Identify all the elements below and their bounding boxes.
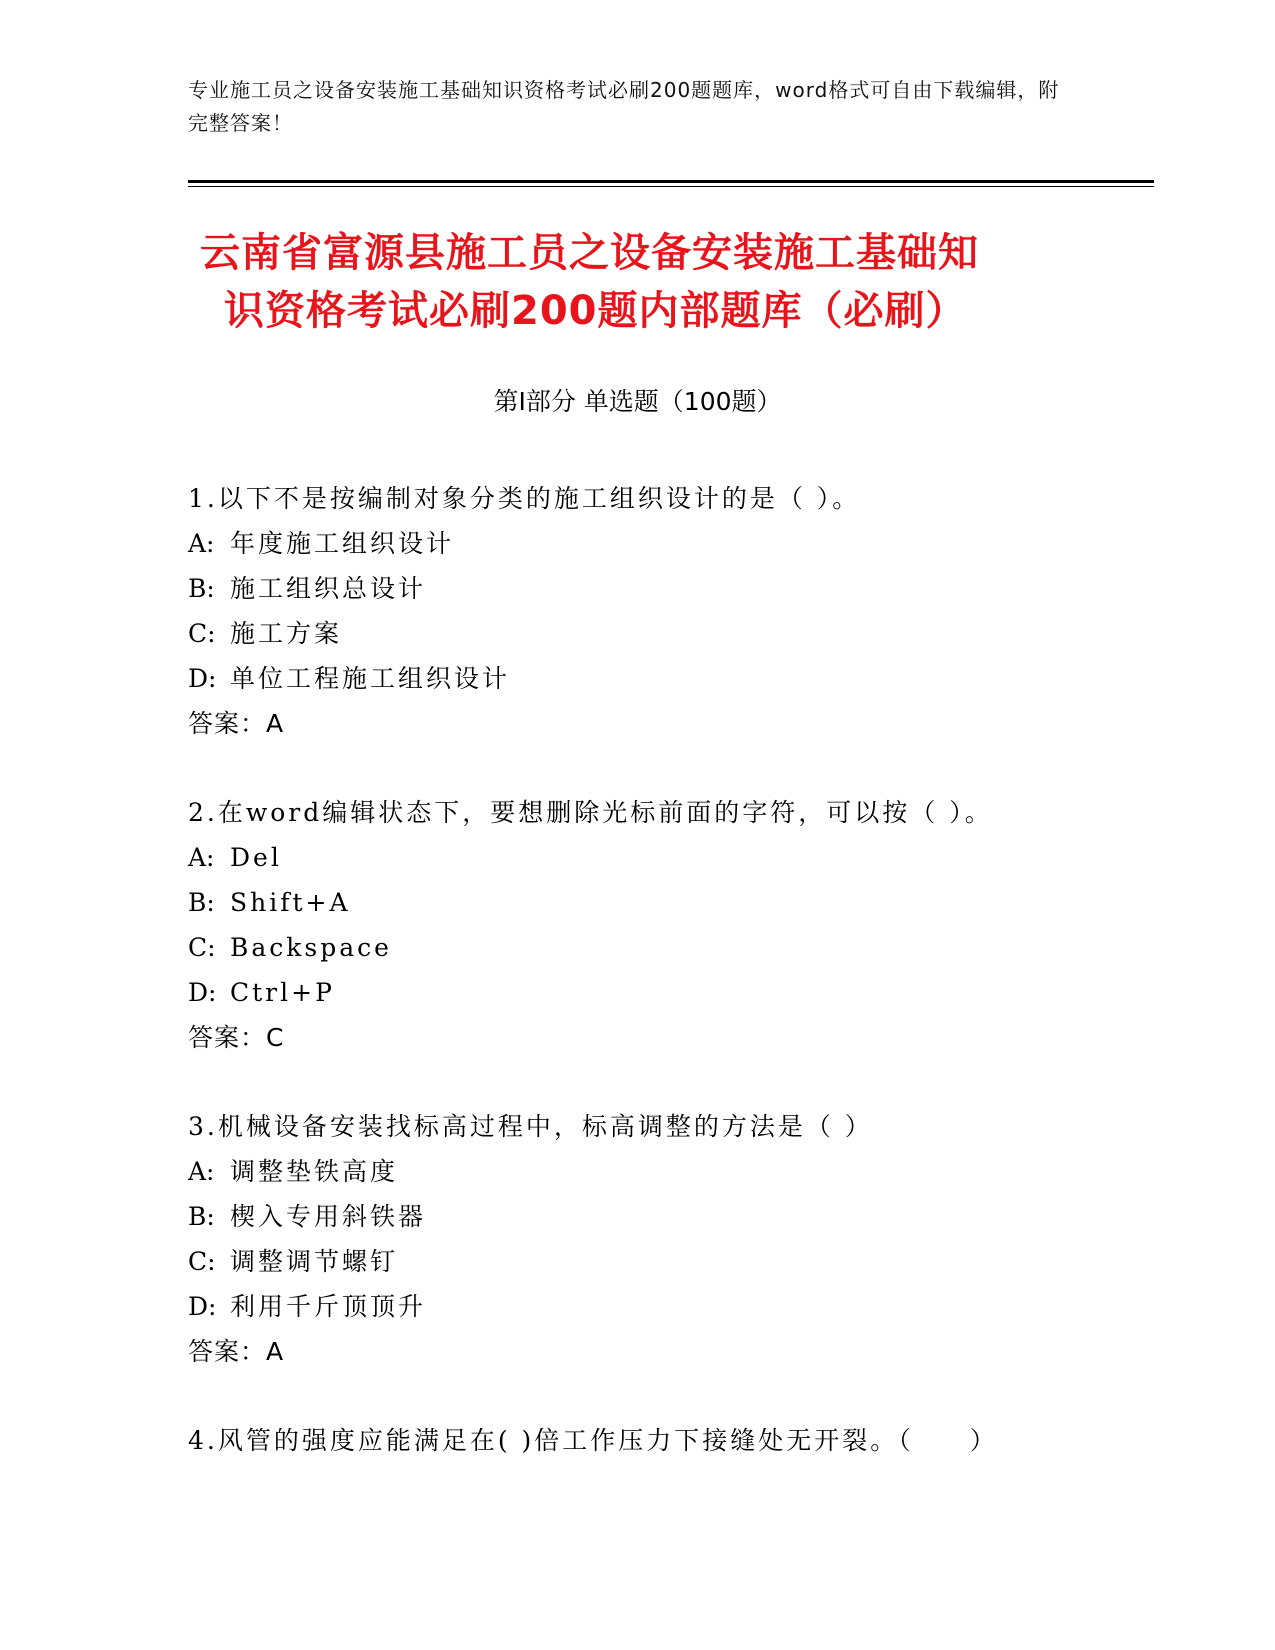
option-b bbox=[188, 566, 1168, 611]
question-2 bbox=[188, 790, 1168, 1060]
option-text: Ctrl+P bbox=[230, 978, 335, 1007]
option-text: 调整调节螺钉 bbox=[230, 1247, 399, 1276]
question-text: 2.在word编辑状态下，要想删除光标前面的字符，可以按（ ）。 bbox=[188, 798, 993, 827]
document-title-line1: 云南省富源县施工员之设备安装施工基础知 bbox=[200, 230, 979, 276]
option-key: D: bbox=[188, 664, 217, 693]
option-key: C: bbox=[188, 1247, 216, 1276]
option-key: B: bbox=[188, 574, 215, 603]
option-key: D: bbox=[188, 978, 217, 1007]
answer: 答案：A bbox=[188, 1337, 285, 1366]
option-key: A: bbox=[188, 843, 215, 872]
question-text: 4.风管的强度应能满足在( )倍工作压力下接缝处无开裂。（ ） bbox=[188, 1426, 998, 1455]
option-d bbox=[188, 656, 1168, 701]
option-key: D: bbox=[188, 1292, 217, 1321]
option-text: 施工组织总设计 bbox=[230, 574, 427, 603]
header-note: 专业施工员之设备安装施工基础知识资格考试必刷200题题库，word格式可自由下载编辑，附完整答案！ bbox=[188, 78, 1060, 135]
option-c bbox=[188, 1239, 1168, 1284]
section-title: 第Ⅰ部分 单选题（100题） bbox=[493, 387, 782, 416]
option-key: C: bbox=[188, 619, 216, 648]
option-c bbox=[188, 925, 1168, 970]
option-text: 施工方案 bbox=[230, 619, 343, 648]
question-text: 1.以下不是按编制对象分类的施工组织设计的是（ ）。 bbox=[188, 484, 861, 513]
option-a bbox=[188, 521, 1168, 566]
option-b bbox=[188, 880, 1168, 925]
question-3 bbox=[188, 1104, 1168, 1374]
question-text: 3.机械设备安装找标高过程中，标高调整的方法是（ ） bbox=[188, 1112, 873, 1141]
option-text: Shift+A bbox=[230, 888, 351, 917]
document-title-line2: 识资格考试必刷200题内部题库（必刷） bbox=[224, 288, 967, 334]
document-title bbox=[200, 224, 1100, 340]
option-key: C: bbox=[188, 933, 216, 962]
option-text: 单位工程施工组织设计 bbox=[230, 664, 511, 693]
option-key: A: bbox=[188, 529, 215, 558]
option-text: Del bbox=[230, 843, 282, 872]
option-d bbox=[188, 970, 1168, 1015]
option-a bbox=[188, 1149, 1168, 1194]
question-4 bbox=[188, 1418, 1168, 1463]
header-rule-thin bbox=[188, 186, 1154, 187]
option-c bbox=[188, 611, 1168, 656]
answer: 答案：A bbox=[188, 709, 285, 738]
option-text: 调整垫铁高度 bbox=[230, 1157, 399, 1186]
option-b bbox=[188, 1194, 1168, 1239]
option-key: B: bbox=[188, 1202, 215, 1231]
option-key: A: bbox=[188, 1157, 215, 1186]
option-text: 楔入专用斜铁器 bbox=[230, 1202, 427, 1231]
option-a bbox=[188, 835, 1168, 880]
header-rule-thick bbox=[188, 180, 1154, 183]
option-key: B: bbox=[188, 888, 215, 917]
question-1 bbox=[188, 476, 1168, 746]
option-text: 年度施工组织设计 bbox=[230, 529, 455, 558]
option-text: Backspace bbox=[230, 933, 392, 962]
option-text: 利用千斤顶顶升 bbox=[230, 1292, 427, 1321]
question-list bbox=[188, 476, 1168, 1507]
option-d bbox=[188, 1284, 1168, 1329]
answer: 答案：C bbox=[188, 1023, 285, 1052]
